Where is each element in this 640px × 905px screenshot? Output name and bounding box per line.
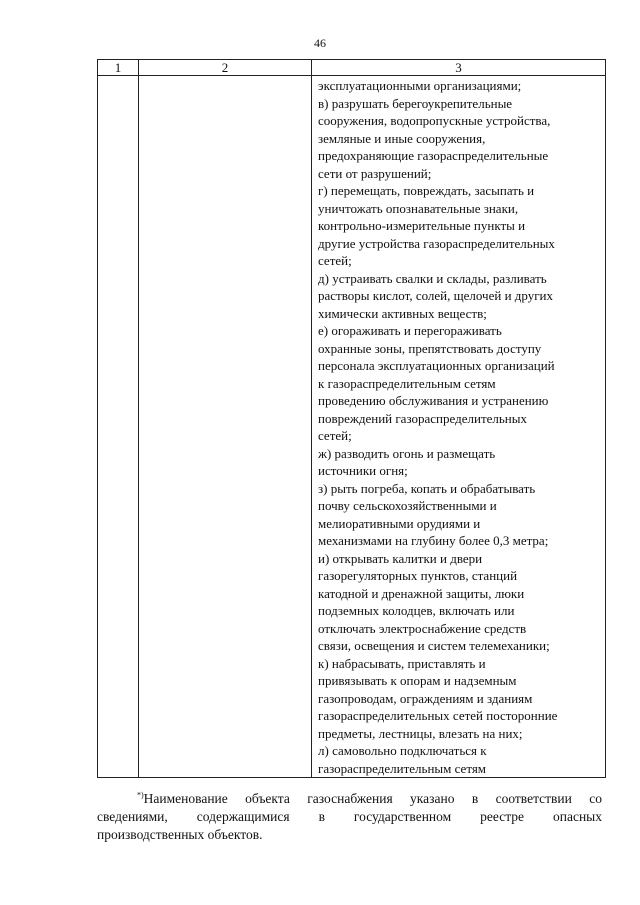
text-line: г) перемещать, повреждать, засыпать и — [318, 183, 535, 198]
text-line: катодной и дренажной защиты, люки — [318, 585, 525, 601]
text-line: персонала эксплуатационных организаций — [318, 358, 555, 373]
text-line: контрольно-измерительные пункты и — [318, 218, 526, 233]
text-line: з) рыть погреба, копать и обрабатывать — [318, 480, 536, 496]
text-line: газопроводам, ограждениям и зданиям — [318, 690, 533, 706]
text-line: механизмами на глубину более 0,3 метра; — [318, 533, 549, 548]
text-line: связи, освещения и систем телемеханики; — [318, 638, 550, 653]
text-line: газорегуляторных пунктов, станций — [318, 568, 518, 583]
text-line: сетей; — [318, 428, 352, 443]
text-line: предохраняющие газораспределительные — [318, 148, 549, 163]
text-line: к газораспределительным сетям — [318, 375, 496, 391]
text-line: проведению обслуживания и устранению — [318, 393, 549, 408]
footnote-line: производственных объектов. — [97, 827, 263, 842]
column-header-2: 2 — [139, 60, 312, 76]
text-line: и) открывать калитки и двери — [318, 550, 483, 566]
text-line: подземных колодцев, включать или — [318, 603, 515, 618]
text-line: л) самовольно подключаться к — [318, 743, 487, 758]
text-line: к) набрасывать, приставлять и — [318, 655, 486, 671]
text-line: почву сельскохозяйственными и — [318, 498, 497, 513]
text-line: растворы кислот, солей, щелочей и других — [318, 288, 554, 303]
column-header-3: 3 — [312, 60, 606, 76]
text-line: эксплуатационными организациями; — [318, 78, 522, 93]
text-line: привязывать к опорам и надземным — [318, 673, 517, 688]
text-line: повреждений газораспределительных — [318, 410, 527, 426]
text-line: газораспределительным сетям — [318, 760, 487, 776]
text-line: отключать электроснабжение средств — [318, 620, 527, 636]
text-line: другие устройства газораспределительных — [318, 235, 555, 251]
text-line: в) разрушать берегоукрепительные — [318, 95, 513, 111]
footnote — [97, 790, 602, 844]
text-line: сооружения, водопропускные устройства, — [318, 113, 551, 128]
table-header-row — [98, 60, 606, 76]
footnote-marker: *) — [137, 790, 144, 800]
page-number: 46 — [314, 36, 326, 50]
text-line: сетей; — [318, 253, 352, 268]
text-line: источники огня; — [318, 463, 408, 478]
table-cell-col1 — [98, 76, 139, 778]
table-cell-col2 — [139, 76, 312, 778]
text-line: сети от разрушений; — [318, 165, 432, 181]
table-row — [98, 76, 606, 778]
text-line: охранные зоны, препятствовать доступу — [318, 340, 542, 356]
text-line: д) устраивать свалки и склады, разливать — [318, 270, 547, 286]
footnote-line: сведениями, содержащимися в государственном реестре опасных — [97, 809, 602, 824]
column-header-1: 1 — [98, 60, 139, 76]
text-line: земляные и иные сооружения, — [318, 130, 486, 146]
text-line: мелиоративными орудиями и — [318, 515, 481, 531]
text-line: химически активных веществ; — [318, 305, 487, 321]
footnote-text: Наименование объекта газоснабжения указано в соответствии со — [143, 791, 602, 806]
text-line: е) огораживать и перегораживать — [318, 323, 502, 338]
table-cell-col3 — [312, 76, 606, 778]
text-line: уничтожать опознавательные знаки, — [318, 200, 519, 216]
text-line: предметы, лестницы, влезать на них; — [318, 725, 523, 741]
footnote-line — [97, 790, 602, 808]
requirements-table — [97, 59, 606, 778]
text-line: ж) разводить огонь и размещать — [318, 445, 496, 461]
text-line: газораспределительных сетей посторонние — [318, 708, 558, 723]
